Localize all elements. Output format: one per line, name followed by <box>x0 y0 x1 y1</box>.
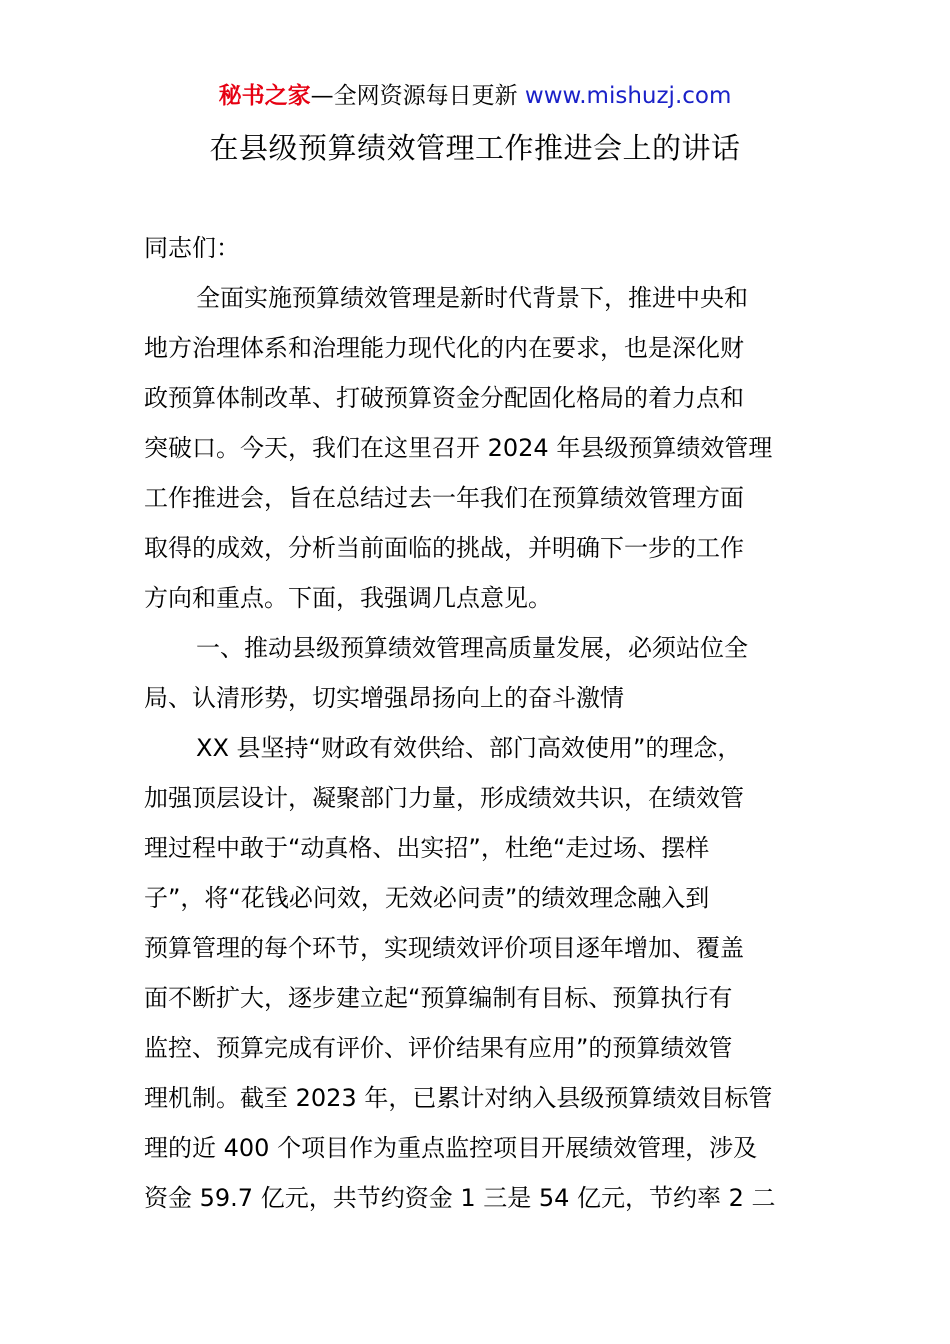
paragraph-line: 资金 59.7 亿元，共节约资金 1 三是 54 亿元，节约率 2 二 <box>144 1184 776 1212</box>
paragraph-line: 地方治理体系和治理能力现代化的内在要求，也是深化财 <box>144 334 744 362</box>
paragraph-line: 全面实施预算绩效管理是新时代背景下，推进中央和 <box>196 284 748 312</box>
document-title: 在县级预算绩效管理工作推进会上的讲话 <box>209 131 741 165</box>
document-body <box>144 223 810 1223</box>
paragraph-line: 突破口。今天，我们在这里召开 2024 年县级预算绩效管理 <box>144 434 773 462</box>
paragraph-line: 子”，将“花钱必问效，无效必问责”的绩效理念融入到 <box>144 884 710 912</box>
paragraph-line: 监控、预算完成有评价、评价结果有应用”的预算绩效管 <box>144 1034 733 1062</box>
header-tagline: —全网资源每日更新 <box>310 83 518 109</box>
paragraph-line: 面不断扩大，逐步建立起“预算编制有目标、预算执行有 <box>144 984 733 1012</box>
paragraph-line: 理机制。截至 2023 年，已累计对纳入县级预算绩效目标管 <box>144 1084 773 1112</box>
paragraph-line: 加强顶层设计，凝聚部门力量，形成绩效共识，在绩效管 <box>144 784 744 812</box>
paragraph-line: XX 县坚持“财政有效供给、部门高效使用”的理念， <box>196 734 742 762</box>
site-header <box>0 80 950 112</box>
brand-name: 秘书之家 <box>218 83 311 109</box>
salutation: 同志们： <box>144 234 240 262</box>
paragraph-line: 政预算体制改革、打破预算资金分配固化格局的着力点和 <box>144 384 744 412</box>
site-url-link[interactable]: www.mishuzj.com <box>524 83 732 109</box>
paragraph-line: 方向和重点。下面，我强调几点意见。 <box>144 584 552 612</box>
section-heading-line: 一、推动县级预算绩效管理高质量发展，必须站位全 <box>196 634 748 662</box>
paragraph-line: 理过程中敢于“动真格、出实招”，杜绝“走过场、摆样 <box>144 834 710 862</box>
paragraph-line: 理的近 400 个项目作为重点监控项目开展绩效管理，涉及 <box>144 1134 758 1162</box>
paragraph-line: 工作推进会，旨在总结过去一年我们在预算绩效管理方面 <box>144 484 744 512</box>
paragraph-line: 取得的成效，分析当前面临的挑战，并明确下一步的工作 <box>144 534 744 562</box>
paragraph-line: 预算管理的每个环节，实现绩效评价项目逐年增加、覆盖 <box>144 934 744 962</box>
section-heading-line: 局、认清形势，切实增强昂扬向上的奋斗激情 <box>144 684 624 712</box>
